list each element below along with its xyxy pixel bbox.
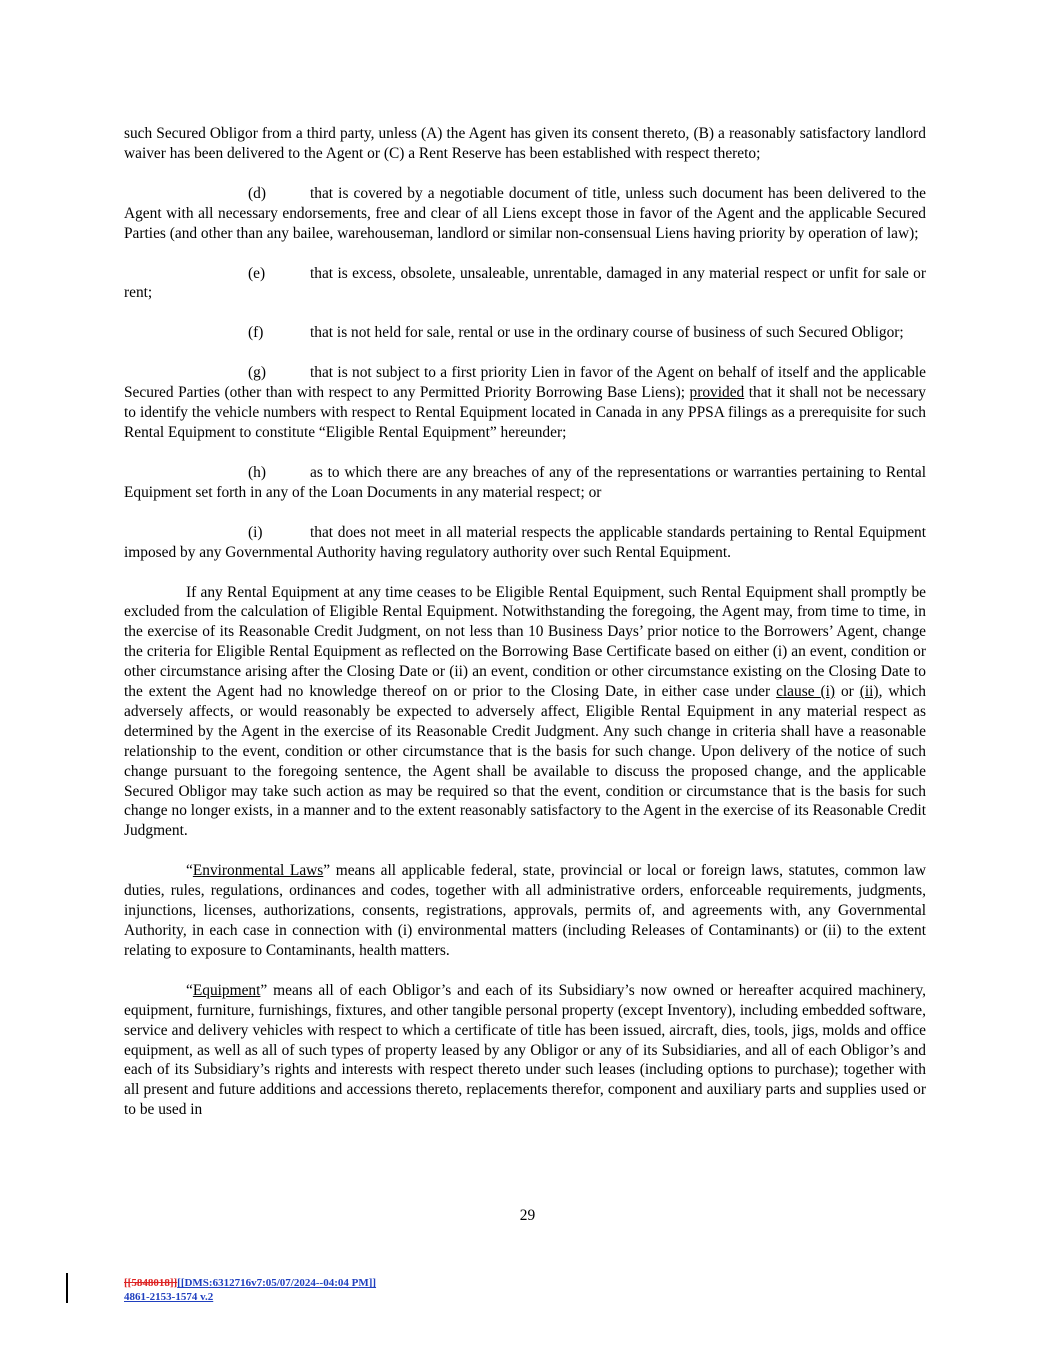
- clause-label: (h): [248, 463, 266, 481]
- clause-h: [124, 463, 926, 503]
- provided-term: provided: [689, 384, 745, 402]
- clause-label: (e): [248, 264, 266, 282]
- open-quote: “: [186, 981, 193, 999]
- equipment-definition: [124, 981, 926, 1120]
- clause-text: that is excess, obsolete, unsaleable, unrentable, damaged in any material respect or unfit for sale or rent;: [124, 264, 926, 302]
- clause-d: [124, 184, 926, 244]
- definition-text: ” means all applicable federal, state, provincial or local or foreign laws, statutes, common law duties, rules, regulations, ordinances and codes, together with all administrative orders, enforceable requirements, judgments, injunctions, licenses, authorizations, consents, registrations, approvals, permits of, and agreements with, any Governmental Authority, in each case in connection with (i) environmental matters (including Releases of Contaminants) or (ii) to the extent relating to exposure to Contaminants, health matters.: [124, 862, 926, 959]
- clause-f: [124, 323, 926, 343]
- clause-text: that is not held for sale, rental or use in the ordinary course of business of such Secured Obligor;: [310, 324, 904, 342]
- clause-text: that does not meet in all material respects the applicable standards pertaining to Rental Equipment imposed by any Governmental Authority having regulatory authority over such Rental Equipment.: [124, 523, 926, 561]
- continuation-paragraph: such Secured Obligor from a third party, unless (A) the Agent has given its consent thereto, (B) a reasonably satisfactory landlord waiver has been delivered to the Agent or (C) a Rent Reserve has been established with respect thereto;: [124, 125, 926, 162]
- clause-e: [124, 264, 926, 304]
- document-body: [124, 124, 926, 1120]
- clause-text-after: that it shall not be necessary to identify the vehicle numbers with respect to Rental Equipment located in Canada in any PPSA filings as a prerequisite for such Rental Equipment to constitute “Eligible Rental Equipment” hereunder;: [124, 384, 926, 441]
- clause-label: (i): [248, 523, 263, 541]
- clause-g: [124, 363, 926, 443]
- page-number: 29: [519, 1207, 536, 1224]
- change-bar: [66, 1273, 68, 1303]
- clause-text: as to which there are any breaches of any of the representations or warranties pertaining to Rental Equipment set forth in any of the Loan Documents in any material respect; or: [124, 463, 926, 501]
- inserted-reference: [[DMS:6312716v7:05/07/2024--04:04 PM]]: [177, 1277, 377, 1289]
- clause-label: (g): [248, 364, 266, 382]
- clause-text-before: that is not subject to a first priority Lien in favor of the Agent on behalf of itself and the applicable Secured Parties (other than with respect to any Permitted Priority Borrowing Base Liens);: [124, 364, 926, 402]
- open-quote: “: [186, 862, 193, 880]
- definition-text: ” means all of each Obligor’s and each of its Subsidiary’s now owned or hereafter acquired machinery, equipment, furniture, furnishings, fixtures, and other tangible personal property (except Inventory), including embedded software, service and delivery vehicles with respect to which a certificate of title has been issued, aircraft, dies, tools, jigs, molds and office equipment, as well as all of such types of property leased by any Obligor or any of its Subsidiaries, and all of each Obligor’s and each of its Subsidiary’s rights and interests with respect thereto under such leases (including options to purchase); together with all present and future additions and accessions thereto, replacements therefor, component and auxiliary parts and supplies used or to be used in: [124, 981, 926, 1119]
- clause-label: (f): [248, 324, 264, 342]
- footer-ref-line: [124, 1276, 376, 1290]
- clause-i: [124, 523, 926, 563]
- rental-equipment-paragraph: [124, 583, 926, 842]
- document-footer: [124, 1276, 376, 1304]
- document-id: 4861-2153-1574 v.2: [124, 1291, 214, 1303]
- environmental-laws-definition: [124, 861, 926, 961]
- deleted-reference: [[5848018]]: [124, 1277, 178, 1289]
- clause-text: that is covered by a negotiable document of title, unless such document has been delivered to the Agent with all necessary endorsements, free and clear of all Liens except those in favor of the Agent and the applicable Secured Parties (and other than any bailee, warehouseman, landlord or similar non-consensual Liens having priority by operation of law);: [124, 184, 926, 242]
- clause-label: (d): [248, 184, 266, 202]
- defined-term: Equipment: [192, 981, 261, 999]
- paragraph-text: , which adversely affects, or would reasonably be expected to adversely affect, Eligible Rental Equipment in any material respect as determined by the Agent in the exercise of its Reasonable Credit Judgment. Any such change in criteria shall have a reasonable relationship to the event, condition or other circumstance that is the basis for such change. Upon delivery of the notice of such change pursuant to the foregoing sentence, the Agent shall be available to discuss the proposed change, and the applicable Secured Obligor may take such action as may be required so that the event, condition or circumstance that is the basis for such change no longer exists, in a manner and to the extent reasonably satisfactory to the Agent in the exercise of its Reasonable Credit Judgment.: [124, 683, 926, 840]
- paragraph-text: If any Rental Equipment at any time ceases to be Eligible Rental Equipment, such Rental Equipment shall promptly be excluded from the calculation of Eligible Rental Equipment. Notwithstanding the foregoing, the Agent may, from time to time, in the exercise of its Reasonable Credit Judgment, on not less than 10 Business Days’ prior notice to the Borrowers’ Agent, change the criteria for Eligible Rental Equipment as reflected on the Borrowing Base Certificate based on either (i) an event, condition or other circumstance arising after the Closing Date or (ii) an event, condition or other circumstance existing on the Closing Date to the extent the Agent had no knowledge thereof on or prior to the Closing Date, in either case under: [124, 583, 926, 701]
- clause-ii-reference: (ii): [859, 683, 879, 701]
- paragraph-text: or: [835, 683, 860, 701]
- defined-term: Environmental Laws: [192, 862, 324, 880]
- clause-i-reference: clause (i): [776, 683, 836, 701]
